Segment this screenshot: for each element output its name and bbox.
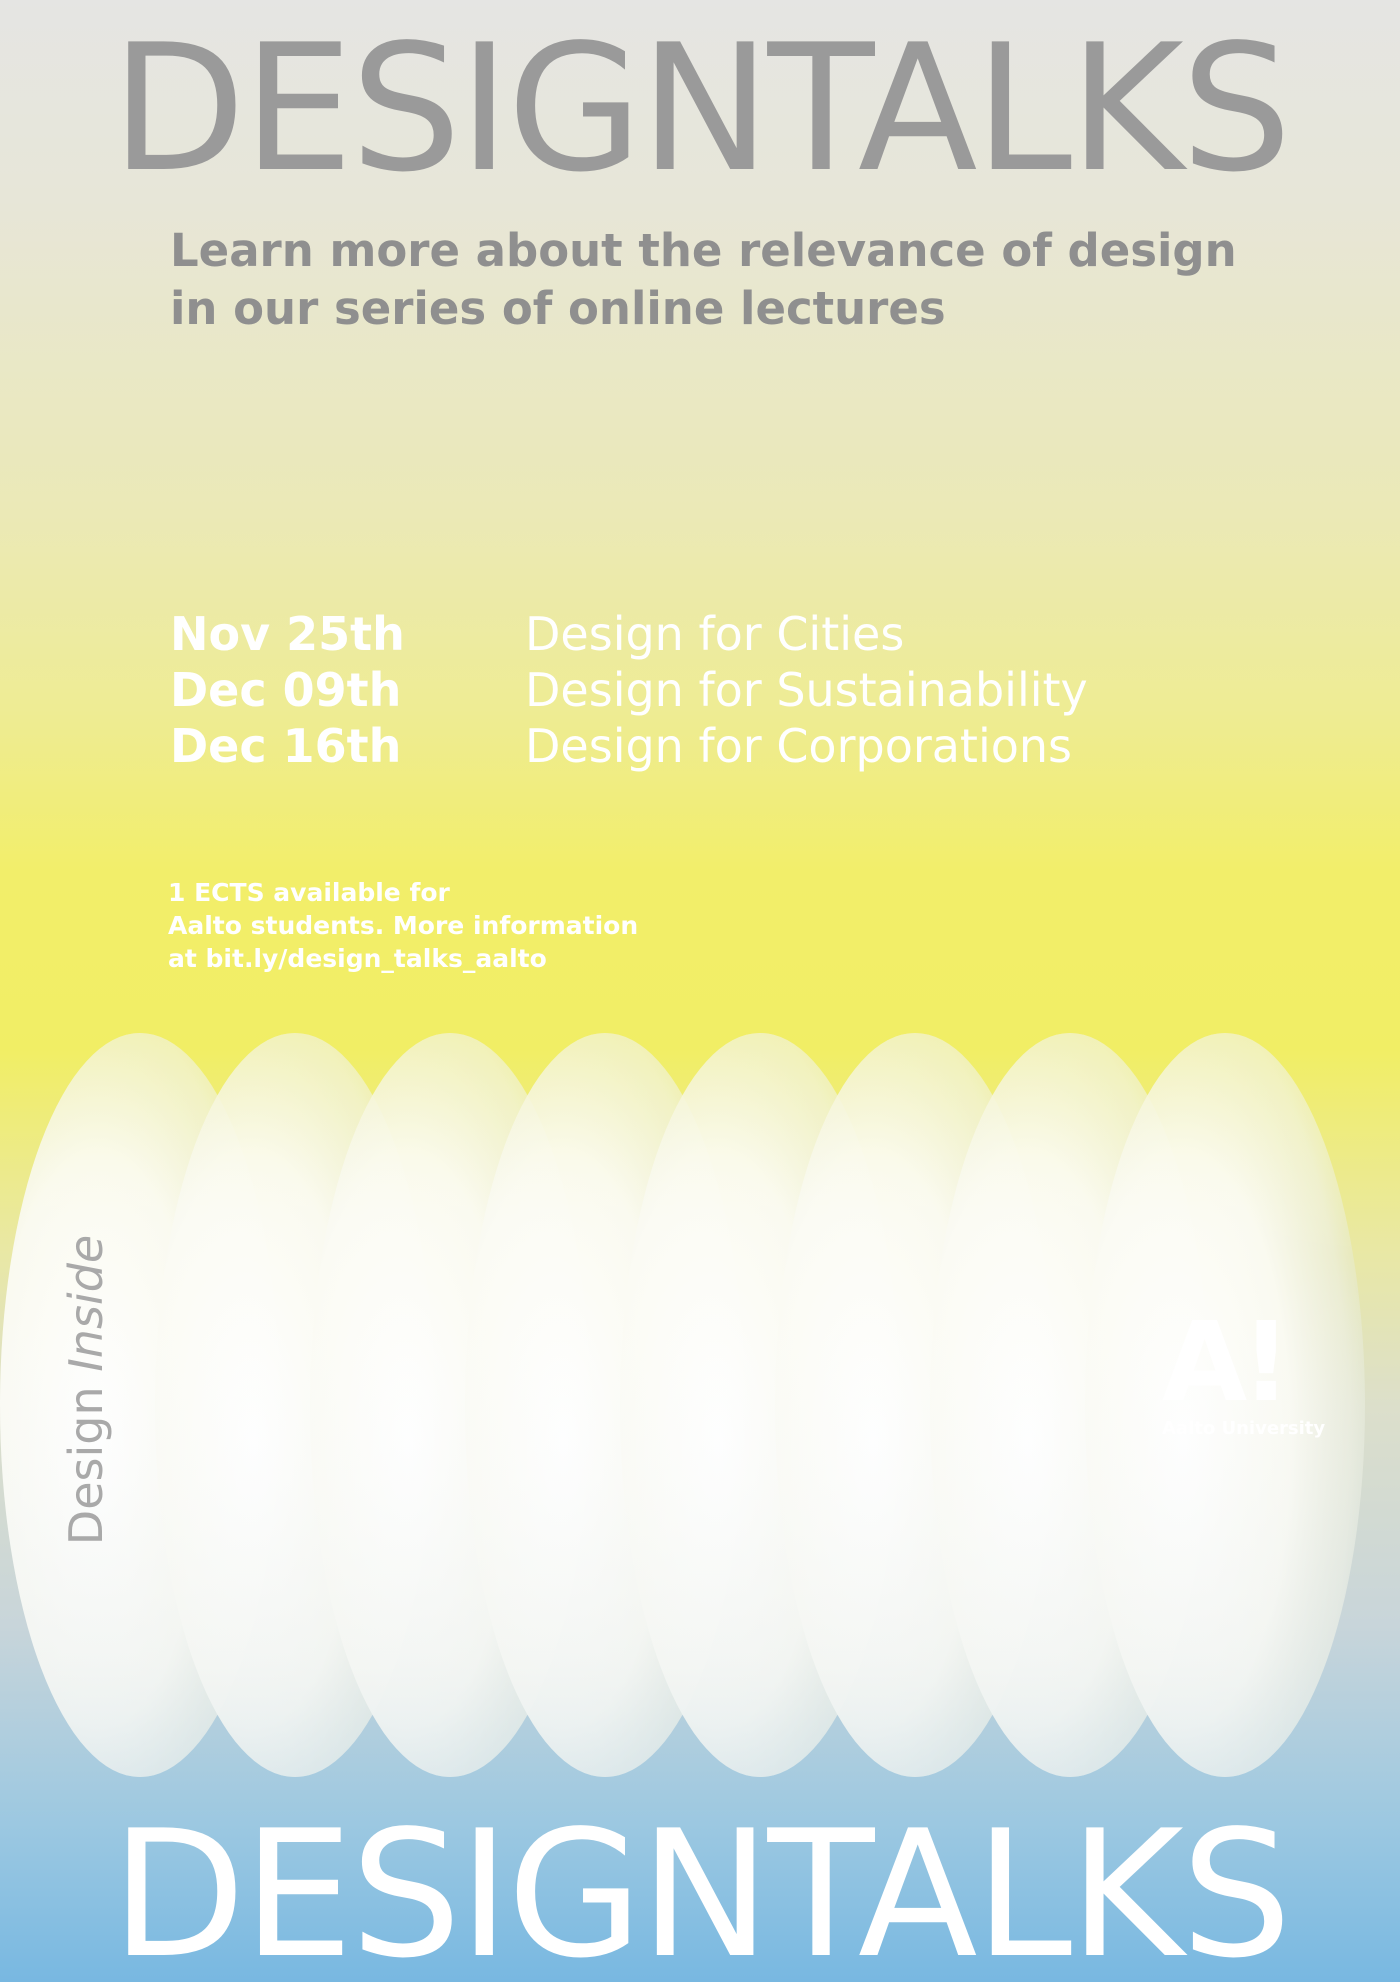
title-top: DESIGNTALKS: [111, 8, 1289, 211]
schedule-date: Nov 25th: [170, 607, 405, 661]
schedule-topic: Design for Corporations: [525, 719, 1073, 773]
schedule-row: [170, 662, 1290, 718]
title-bottom: DESIGNTALKS: [111, 1794, 1289, 1982]
aalto-logo-text: Aalto University: [1162, 1418, 1326, 1439]
side-label-regular: Design: [59, 1386, 113, 1546]
info-line: at bit.ly/design_talks_aalto: [168, 944, 547, 973]
side-label-italic: Inside: [59, 1234, 113, 1372]
schedule-topic: Design for Cities: [525, 607, 905, 661]
schedule-row: [170, 718, 1290, 774]
schedule-topic: Design for Sustainability: [525, 663, 1088, 717]
intro-text: [170, 222, 1270, 338]
ects-info: [168, 876, 728, 975]
disc-shapes: [0, 1033, 1365, 1777]
info-line: 1 ECTS available for: [168, 878, 450, 907]
schedule-date: Dec 16th: [170, 719, 402, 773]
lecture-schedule: [170, 606, 1290, 774]
info-line: Aalto students. More information: [168, 911, 639, 940]
aalto-logo: [1162, 1298, 1332, 1439]
design-inside-label: [59, 1235, 113, 1545]
schedule-date: Dec 09th: [170, 663, 402, 717]
intro-line: in our series of online lectures: [170, 282, 946, 335]
aalto-logo-mark: A!: [1162, 1298, 1286, 1426]
intro-line: Learn more about the relevance of design: [170, 224, 1237, 277]
schedule-row: [170, 606, 1290, 662]
